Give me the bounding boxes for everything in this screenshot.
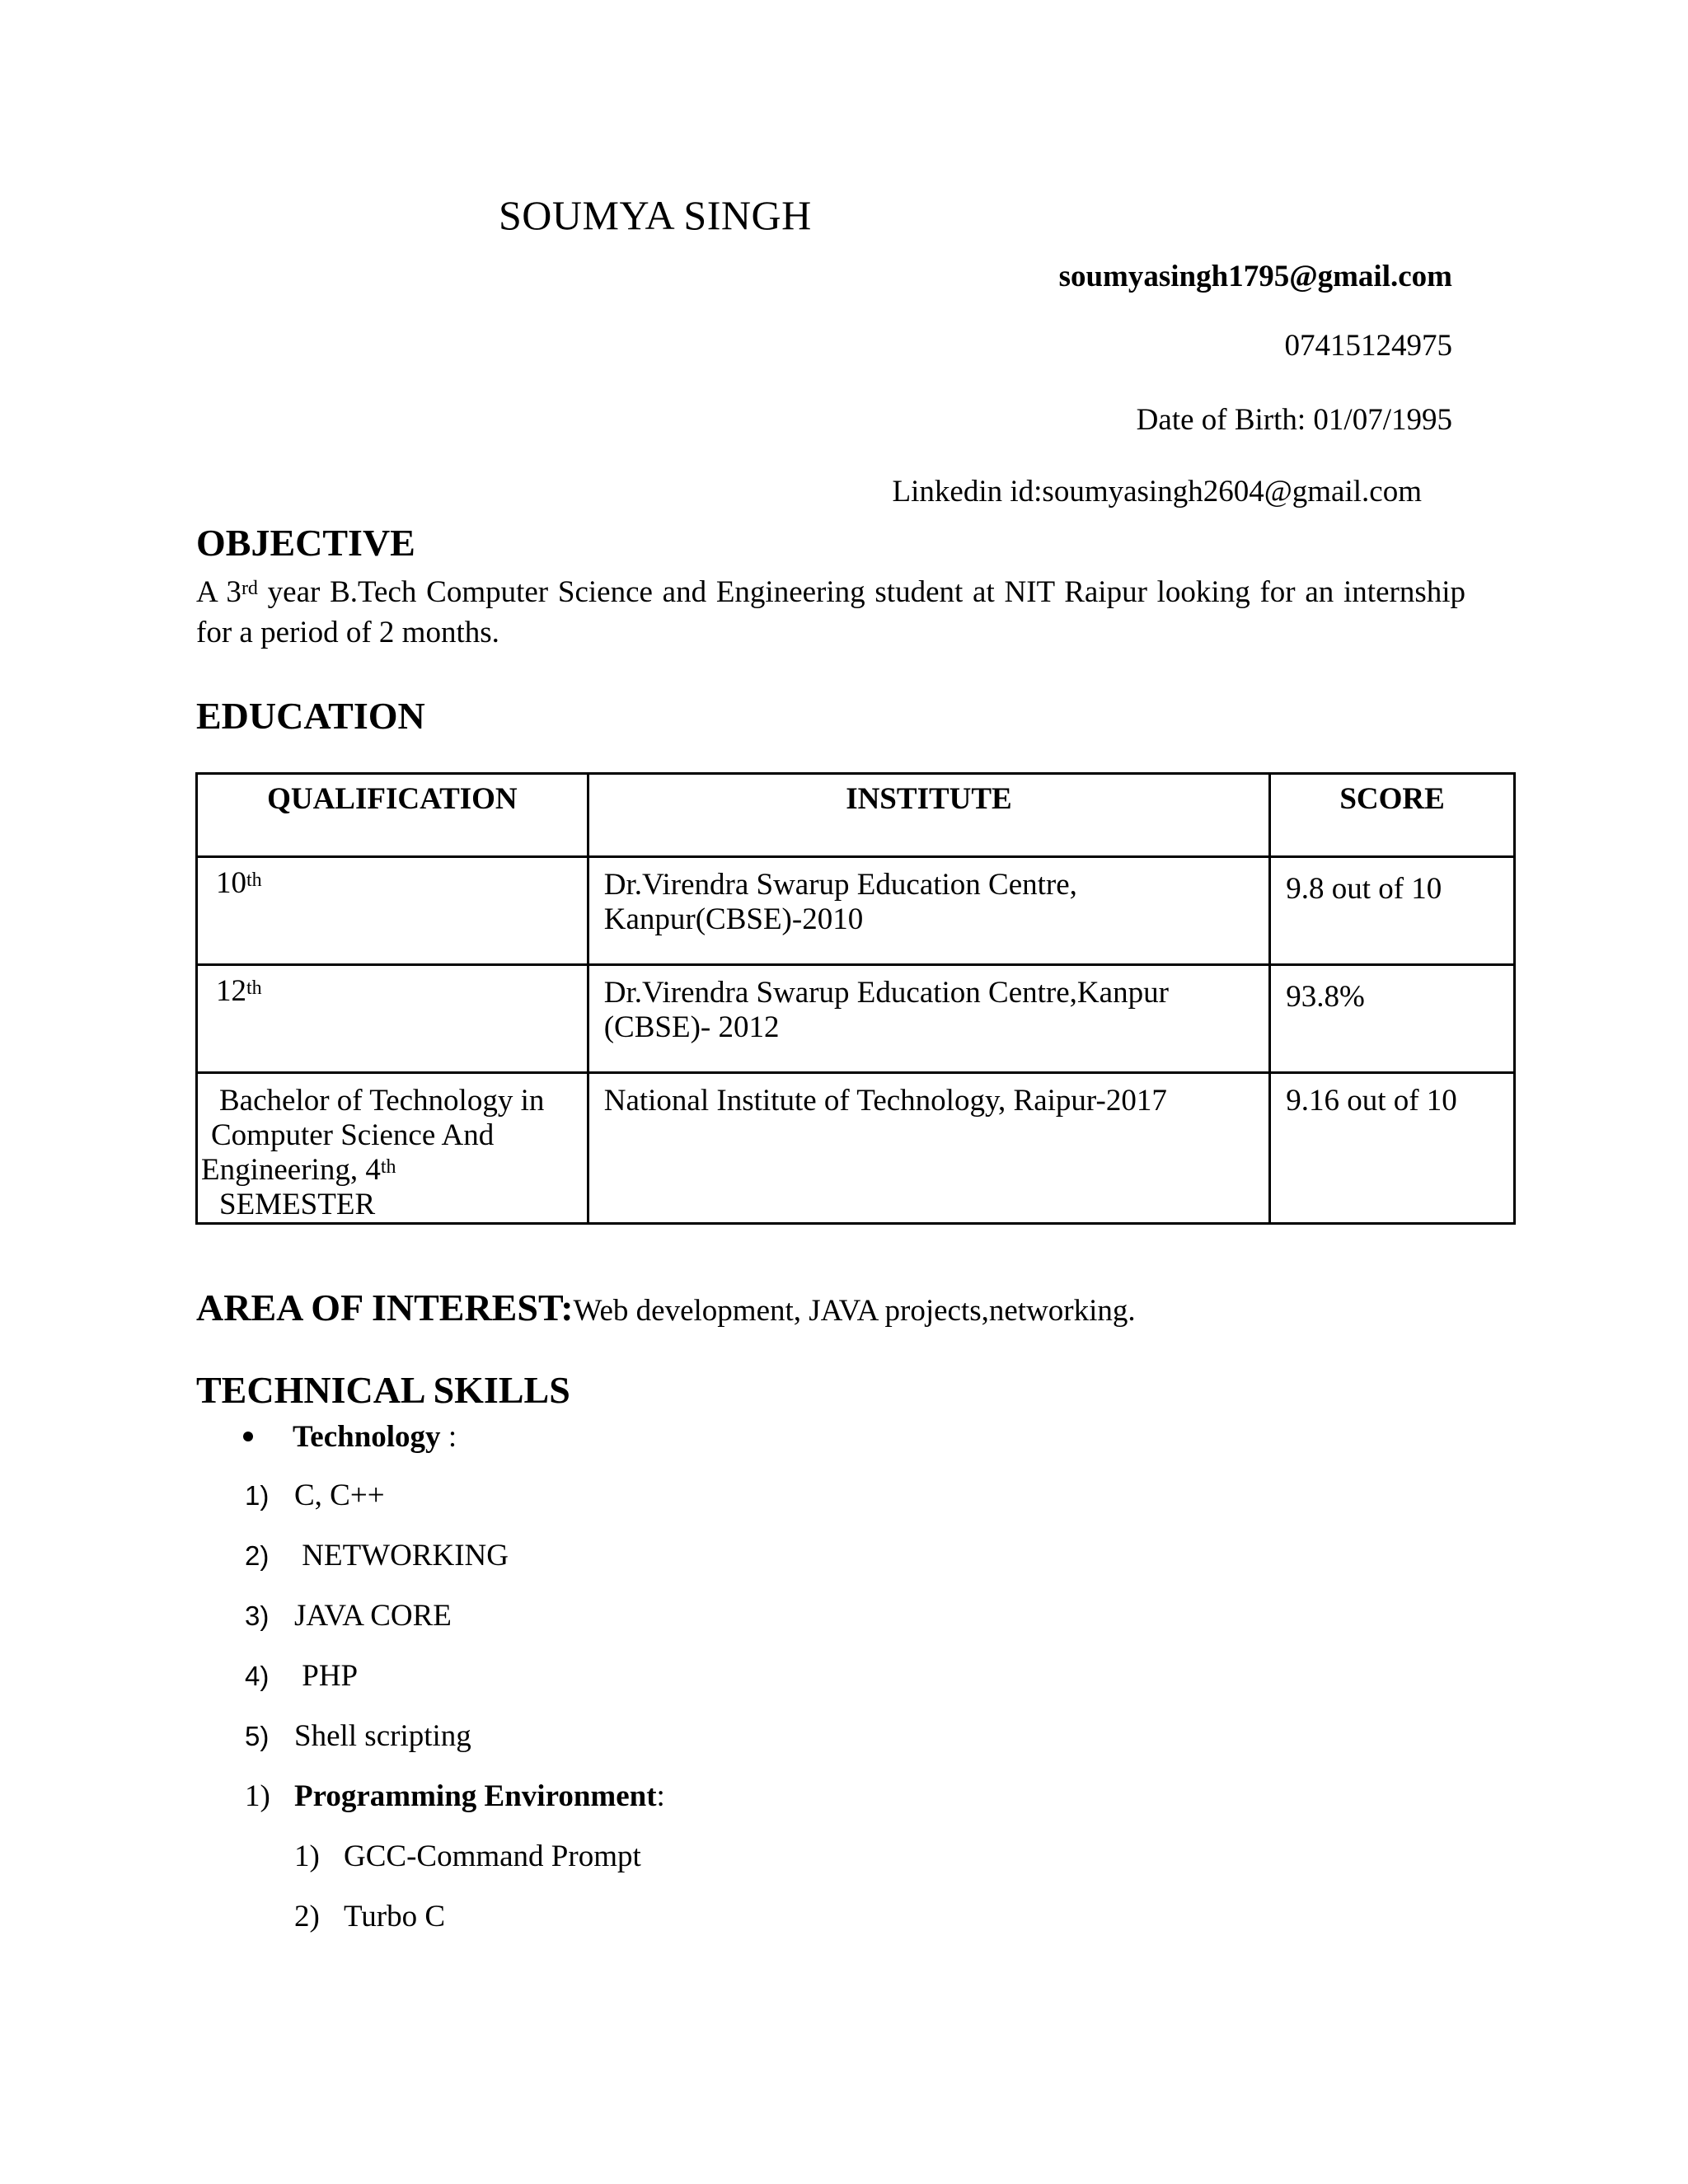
list-item (294, 1839, 641, 1874)
table-header-row (197, 774, 1515, 857)
list-number: 4) (245, 1661, 270, 1691)
area-of-interest-text: Web development, JAVA projects,networking. (573, 1294, 1136, 1328)
education-table (195, 772, 1516, 1225)
technical-skills-heading: TECHNICAL SKILLS (196, 1369, 570, 1411)
list-number: 2) (294, 1900, 320, 1933)
score-cell (1270, 1073, 1515, 1224)
list-number: 1) (294, 1840, 320, 1873)
list-text: Turbo C (344, 1900, 446, 1933)
score-text: 93.8% (1286, 980, 1365, 1014)
institute-cell (588, 1073, 1269, 1224)
institute-cell (588, 857, 1269, 965)
list-item (245, 1598, 452, 1633)
institute-line: Kanpur(CBSE)-2010 (603, 902, 864, 936)
date-of-birth: Date of Birth: 01/07/1995 (1136, 403, 1452, 437)
institute-line: Dr.Virendra Swarup Education Centre, (603, 868, 1077, 902)
list-number: 1) (245, 1480, 270, 1511)
qualification-line (201, 1153, 572, 1188)
technology-label: Technology (293, 1420, 441, 1454)
objective-text (196, 572, 1465, 653)
qualification-text: 12 (216, 974, 246, 1008)
list-number: 3) (245, 1601, 270, 1631)
institute-line: National Institute of Technology, Raipur-2017 (603, 1084, 1167, 1118)
programming-environment-label: Programming Environment (294, 1779, 657, 1813)
qualification-cell (197, 857, 588, 965)
list-text: JAVA CORE (294, 1599, 452, 1633)
qualification-ordinal: th (246, 977, 262, 999)
objective-text-rest: year B.Tech Computer Science and Engineering student at NIT Raipur looking for an internship for a period of 2 months. (196, 575, 1465, 649)
technology-label-suffix: : (440, 1420, 457, 1454)
qualification-line: SEMESTER (219, 1188, 376, 1221)
technology-bullet (243, 1419, 457, 1455)
column-header-score: SCORE (1270, 774, 1515, 857)
column-header-institute: INSTITUTE (588, 774, 1269, 857)
qualification-text: 10 (216, 866, 246, 900)
score-text: 9.8 out of 10 (1286, 872, 1442, 906)
score-cell (1270, 965, 1515, 1073)
objective-ordinal: rd (241, 578, 258, 599)
area-of-interest-label: AREA OF INTEREST: (196, 1286, 574, 1329)
list-item (245, 1718, 471, 1754)
qualification-line: Computer Science And (211, 1118, 495, 1152)
list-item (245, 1478, 385, 1513)
table-row (197, 1073, 1515, 1224)
list-item (294, 1899, 445, 1934)
qualification-text: Engineering, 4 (201, 1153, 381, 1187)
list-number: 1) (245, 1779, 270, 1813)
qualification-cell (197, 965, 588, 1073)
list-item (245, 1658, 358, 1694)
list-text: PHP (294, 1659, 359, 1693)
list-text: NETWORKING (294, 1539, 509, 1572)
list-text: C, C++ (294, 1479, 385, 1512)
list-item (245, 1538, 509, 1573)
table-row (197, 965, 1515, 1073)
list-number: 5) (245, 1721, 270, 1751)
qualification-ordinal: th (380, 1156, 396, 1178)
programming-environment-suffix: : (656, 1779, 665, 1813)
qualification-cell (197, 1073, 588, 1224)
education-heading: EDUCATION (196, 695, 425, 737)
bullet-icon (243, 1432, 253, 1441)
objective-text-start: A 3 (196, 575, 241, 609)
column-header-qualification: QUALIFICATION (197, 774, 588, 857)
phone-number: 07415124975 (1284, 329, 1452, 363)
area-of-interest (196, 1286, 1136, 1329)
linkedin-id: Linkedin id:soumyasingh2604@gmail.com (892, 475, 1422, 509)
institute-line: (CBSE)- 2012 (603, 1010, 780, 1044)
programming-environment (245, 1779, 665, 1814)
email: soumyasingh1795@gmail.com (1058, 260, 1452, 293)
list-number: 2) (245, 1540, 270, 1571)
table-row (197, 857, 1515, 965)
qualification-line: Bachelor of Technology in (219, 1084, 545, 1118)
institute-line: Dr.Virendra Swarup Education Centre,Kanpur (603, 976, 1169, 1010)
candidate-name: SOUMYA SINGH (499, 192, 812, 238)
score-cell (1270, 857, 1515, 965)
institute-cell (588, 965, 1269, 1073)
objective-heading: OBJECTIVE (196, 522, 415, 564)
score-text: 9.16 out of 10 (1286, 1084, 1457, 1118)
qualification-ordinal: th (246, 869, 262, 891)
list-text: Shell scripting (294, 1719, 471, 1753)
list-text: GCC-Command Prompt (344, 1840, 641, 1873)
